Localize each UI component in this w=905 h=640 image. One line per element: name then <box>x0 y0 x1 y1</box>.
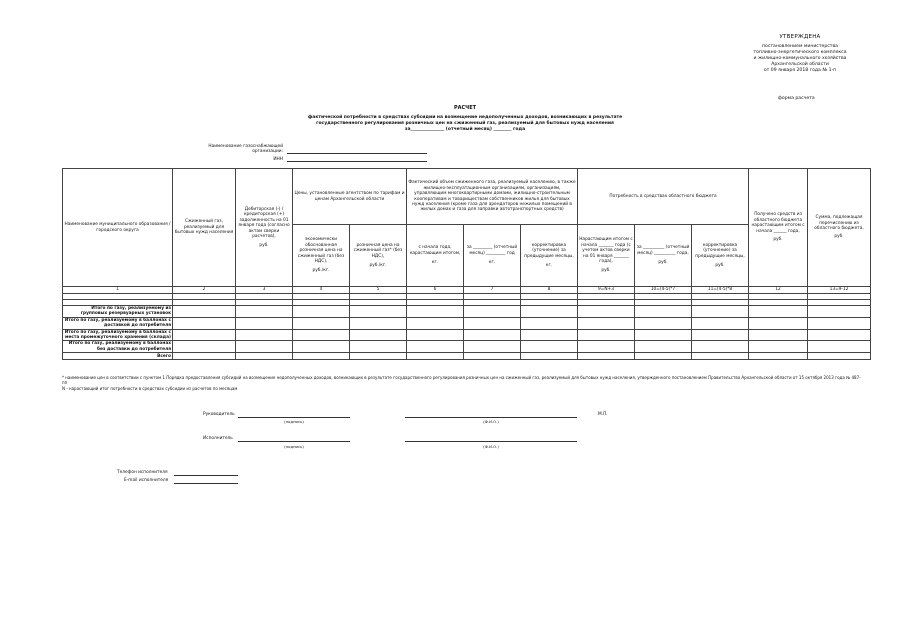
table-cell[interactable] <box>293 306 350 318</box>
approval-line: и жилищно-коммунального хозяйства <box>753 56 847 61</box>
header-municipality: Наименование муниципального образования / городского округа <box>63 169 173 287</box>
table-cell[interactable] <box>692 329 749 341</box>
table-cell[interactable] <box>173 329 236 341</box>
table-cell[interactable] <box>293 329 350 341</box>
table-cell[interactable] <box>578 341 635 353</box>
table-cell[interactable] <box>808 317 871 329</box>
executor-label: Исполнитель <box>203 436 233 441</box>
title-main: РАСЧЕТ <box>453 105 477 111</box>
header-for-month-text: за _________ (отчетный месяц) _________ год <box>466 245 518 256</box>
header-econ-price-text: экономически обоснованная розничная цена на сжиженный газ (без НДС), <box>297 237 345 264</box>
email-field[interactable] <box>174 483 238 484</box>
column-number: 1 <box>63 287 173 294</box>
table-cell[interactable] <box>407 353 464 360</box>
approval-line: Архангельской области <box>771 62 829 67</box>
header-correction-text: корректировка (уточнение) за предыдущие месяцы, <box>524 242 574 259</box>
header-need-cumulative-unit: руб. <box>601 268 611 274</box>
header-for-month-unit: кг. <box>488 260 496 266</box>
approval-line: от 09 января 2018 года № 1-п <box>763 68 837 73</box>
table-cell[interactable] <box>521 317 578 329</box>
executor-name-line[interactable] <box>405 441 577 442</box>
table-cell[interactable] <box>236 341 293 353</box>
header-from-start <box>407 225 464 287</box>
table-cell[interactable] <box>464 329 521 341</box>
table-cell[interactable] <box>749 329 808 341</box>
header-need-cumulative <box>578 225 635 287</box>
table-cell[interactable] <box>350 306 407 318</box>
table-cell[interactable] <box>293 353 350 360</box>
table-cell[interactable] <box>464 341 521 353</box>
table-cell[interactable] <box>635 317 692 329</box>
header-need-correction <box>692 225 749 287</box>
table-cell[interactable] <box>521 353 578 360</box>
column-number: 6 <box>407 287 464 294</box>
stamp-label: М.П. <box>598 412 608 417</box>
header-retail-price-text: розничная цена на сжиженный газ* (без НДС), <box>353 242 403 259</box>
table-cell[interactable] <box>173 353 236 360</box>
executor-name-caption: (Ф.И.О.) <box>483 444 499 449</box>
organization-fields <box>183 146 427 162</box>
head-signature-line[interactable] <box>238 417 350 418</box>
column-number: 8 <box>521 287 578 294</box>
head-name-caption: (Ф.И.О.) <box>483 419 499 424</box>
table-cell[interactable] <box>407 306 464 318</box>
form-label: форма расчета <box>778 96 815 101</box>
approval-heading: УТВЕРЖДЕНА <box>779 34 821 40</box>
phone-label: Телефон исполнителя <box>117 470 168 475</box>
table-cell[interactable] <box>749 341 808 353</box>
header-for-month <box>464 225 521 287</box>
table-cell[interactable] <box>692 341 749 353</box>
header-need-correction-text: корректировка (уточнение) за предыдущие месяцы, <box>695 242 745 259</box>
executor-signature-line[interactable] <box>238 441 350 442</box>
head-label: Руководитель <box>203 412 235 417</box>
table-cell[interactable] <box>808 341 871 353</box>
header-econ-price <box>293 225 350 287</box>
executor-signature-caption: (подпись) <box>284 444 304 449</box>
table-cell[interactable] <box>173 317 236 329</box>
header-prices: Цены, установленные агентством по тарифам и ценам Архангельской области <box>293 169 407 225</box>
table-cell[interactable] <box>808 329 871 341</box>
table-cell[interactable] <box>521 306 578 318</box>
header-actual-volume: Фактический объем сжиженного газа, реализуемый населению, в также жилищно-эксплуатационным организациям, организациям, управляющим многоквартирными домами, жилищно-строительным кооперативам и товариществам собственников жилья для бытовых нужд населения (кроме газа для арендаторов нежилых помещений в жилых домах и газа для заправки автотранспортных средств) <box>407 169 578 225</box>
total-row <box>63 317 871 329</box>
column-number: 13=9-12 <box>808 287 871 294</box>
grand-total-label: Всего <box>63 353 173 360</box>
phone-field[interactable] <box>174 475 238 476</box>
header-from-start-text: с начала года, нарастающим итогом, <box>409 245 461 256</box>
grand-total-row <box>63 353 871 360</box>
table-cell[interactable] <box>236 317 293 329</box>
header-to-pay-text: Сумма, подлежащая перечислению из областного бюджета, <box>814 215 864 231</box>
table-cell[interactable] <box>521 341 578 353</box>
table-cell[interactable] <box>808 353 871 360</box>
table-cell[interactable] <box>350 353 407 360</box>
total-row <box>63 329 871 341</box>
table-cell[interactable] <box>236 329 293 341</box>
table-cell[interactable] <box>578 306 635 318</box>
table-cell[interactable] <box>635 353 692 360</box>
title-line: за_______________ (отчетный месяц) ________ года <box>404 127 526 133</box>
document-title <box>260 105 670 134</box>
total-row-label: Итого по газу, реализуемому в баллонах с доставкой до потребителя <box>63 317 173 329</box>
table-cell[interactable] <box>749 306 808 318</box>
table-cell[interactable] <box>635 306 692 318</box>
table-cell[interactable] <box>635 329 692 341</box>
table-cell[interactable] <box>464 353 521 360</box>
table-cell[interactable] <box>692 306 749 318</box>
table-cell[interactable] <box>692 353 749 360</box>
email-label: E-mail исполнителя <box>124 478 169 483</box>
table-cell[interactable] <box>350 329 407 341</box>
header-retail-price-unit: руб./кг. <box>369 262 387 268</box>
header-debt-text: Дебиторская (-) / кредиторская (+) задолженность на 01 января года (согласно актам сверки расчетов), <box>238 207 290 240</box>
header-need-correction-unit: руб. <box>715 262 725 268</box>
inn-field[interactable] <box>287 155 427 162</box>
org-name-label: Наименование газоснабжающей организации: <box>208 144 283 154</box>
column-number: 10=(4-5)*7 <box>635 287 692 294</box>
footnote: * наименование цен в соответствии с пунктом 1 Порядка предоставления субсидий на возмещение недополученных доходов, возникающих в результате государственного регулирования розничных цен на сжиженный газ, реализуемый для бытовых нужд населения, утвержденного постановлением Правительства Архангельской области от 15 октября 2013 года № 487-пп <box>62 375 861 386</box>
total-row-label: Итого по газу, реализуемому в баллонах без доставки до потребителя <box>63 341 173 353</box>
org-name-field[interactable] <box>287 147 427 154</box>
header-need: Потребность в средствах областного бюджета <box>578 169 749 225</box>
header-received-unit: руб. <box>773 237 783 243</box>
header-to-pay <box>808 169 871 287</box>
approval-block <box>730 34 870 74</box>
footnote: N - нарастающий итог потребности в средствах субсидии из расчетов по месяцам <box>62 385 238 391</box>
calculation-table <box>62 168 871 360</box>
title-line: государственного регулирования розничных цен на сжиженный газ, реализуемый для бытовых нужд населения <box>316 121 614 127</box>
total-row <box>63 306 871 318</box>
head-signature-caption: (подпись) <box>284 419 304 424</box>
header-received <box>749 169 808 287</box>
header-correction-unit: кг. <box>545 262 553 268</box>
total-row-label: Итого по газу, реализуемому из групповых резервуарных установок <box>63 306 173 318</box>
header-from-start-unit: кг. <box>431 260 439 266</box>
table-cell[interactable] <box>293 317 350 329</box>
header-received-text: Получено средств из областного бюджета нарастающим итогом с начала ______ года, <box>751 212 805 234</box>
table-cell[interactable] <box>578 353 635 360</box>
table-cell[interactable] <box>407 329 464 341</box>
total-row-label: Итого по газу, реализуемому в баллонах с места промежуточного хранения (склада) <box>63 329 173 341</box>
table-cell[interactable] <box>407 341 464 353</box>
table-cell[interactable] <box>293 341 350 353</box>
table-cell[interactable] <box>808 306 871 318</box>
column-number-row <box>63 287 871 294</box>
table-cell[interactable] <box>350 341 407 353</box>
header-need-month <box>635 225 692 287</box>
approval-line: топливно-энергетического комплекса <box>753 50 847 55</box>
table-cell[interactable] <box>749 353 808 360</box>
column-number: 7 <box>464 287 521 294</box>
table-cell[interactable] <box>692 317 749 329</box>
head-name-line[interactable] <box>405 417 577 418</box>
column-number: 12 <box>749 287 808 294</box>
approval-line: постановлением министерства <box>762 44 838 49</box>
footnotes <box>62 375 862 391</box>
column-number: 2 <box>173 287 236 294</box>
table-cell[interactable] <box>578 317 635 329</box>
header-need-month-text: за __________ (отчетный месяц) __________ года, <box>636 245 690 256</box>
header-econ-price-unit: руб./кг. <box>312 268 330 274</box>
total-row <box>63 341 871 353</box>
table-cell[interactable] <box>464 306 521 318</box>
table-cell[interactable] <box>464 317 521 329</box>
table-cell[interactable] <box>749 317 808 329</box>
table-cell[interactable] <box>236 306 293 318</box>
table-cell[interactable] <box>635 341 692 353</box>
header-gas-sold: Сжиженный газ, реализуемый для бытовых нужд населения <box>173 169 236 287</box>
column-number: 5 <box>350 287 407 294</box>
table-cell[interactable] <box>236 353 293 360</box>
header-to-pay-unit: руб. <box>834 234 844 240</box>
header-debt <box>236 169 293 287</box>
header-retail-price <box>350 225 407 287</box>
table-cell[interactable] <box>350 317 407 329</box>
header-debt-unit: руб. <box>259 242 269 248</box>
header-correction <box>521 225 578 287</box>
table-cell[interactable] <box>173 306 236 318</box>
table-cell[interactable] <box>407 317 464 329</box>
column-number: 3 <box>236 287 293 294</box>
table-cell[interactable] <box>173 341 236 353</box>
header-need-cumulative-text: Нарастающим итогом с начала _______ года (с учетом актов сверки на 01 января _______ года), <box>579 237 633 264</box>
column-number: 4 <box>293 287 350 294</box>
title-line: фактической потребности в средствах субсидии на возмещение недополученных доходов, возникающих в результате <box>307 115 623 120</box>
table-cell[interactable] <box>578 329 635 341</box>
table-cell[interactable] <box>521 329 578 341</box>
inn-label: ИНН <box>273 157 283 162</box>
column-number: 9=N+3 <box>578 287 635 294</box>
column-number: 11=(4-5)*8 <box>692 287 749 294</box>
header-need-month-unit: руб. <box>658 260 668 266</box>
